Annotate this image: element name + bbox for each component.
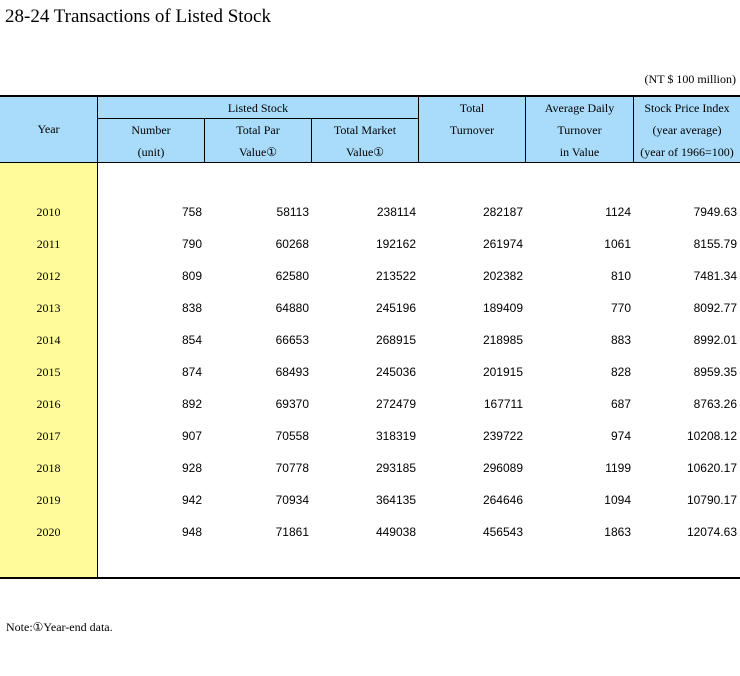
header-avg-line3: in Value (559, 145, 600, 159)
header-market-line2: Value① (345, 145, 385, 159)
row-avg-cell: 1863 (604, 525, 631, 539)
row-year-cell: 2013 (36, 301, 61, 315)
row-avg-cell: 974 (610, 429, 631, 443)
row-par-cell: 68493 (275, 365, 309, 379)
header-par-line1: Total Par (236, 123, 280, 137)
row-year-cell: 2018 (36, 461, 61, 475)
row-market-cell: 238114 (376, 205, 416, 219)
table-bottom-rule (0, 577, 740, 579)
row-avg-cell: 1061 (604, 237, 631, 251)
row-index-cell: 10790.17 (686, 493, 737, 507)
row-turnover-cell: 167711 (483, 397, 523, 411)
row-turnover-cell: 456543 (482, 525, 523, 539)
header-listed-stock: Listed Stock (227, 101, 289, 115)
row-number-cell: 874 (181, 365, 202, 379)
row-par-cell: 70778 (275, 461, 309, 475)
row-number-cell: 854 (181, 333, 202, 347)
row-year-cell: 2017 (36, 429, 61, 443)
row-year-cell: 2020 (36, 525, 61, 539)
row-turnover-cell: 218985 (482, 333, 523, 347)
row-market-cell: 272479 (375, 397, 416, 411)
row-avg-cell: 1124 (605, 205, 631, 219)
header-market-line1: Total Market (333, 123, 397, 137)
header-number-line1: Number (131, 123, 171, 137)
header-index-line1: Stock Price Index (644, 101, 730, 115)
header-turnover-line1: Total (459, 101, 485, 115)
row-par-cell: 64880 (275, 301, 309, 315)
header-number-line2: (unit) (137, 145, 165, 159)
row-year-cell: 2011 (36, 237, 61, 251)
row-number-cell: 809 (181, 269, 202, 283)
year-column-rule (97, 97, 98, 578)
row-index-cell: 8763.26 (693, 397, 737, 411)
row-number-cell: 892 (181, 397, 202, 411)
header-avg-line2: Turnover (557, 123, 602, 137)
row-number-cell: 838 (181, 301, 202, 315)
row-avg-cell: 1199 (605, 461, 631, 475)
row-avg-cell: 770 (610, 301, 631, 315)
row-avg-cell: 828 (610, 365, 631, 379)
row-number-cell: 948 (181, 525, 202, 539)
row-index-cell: 8959.35 (693, 365, 737, 379)
row-market-cell: 213522 (375, 269, 416, 283)
footnote: Note:①Year-end data. (6, 620, 113, 634)
header-avg-line1: Average Daily (544, 101, 615, 115)
row-number-cell: 942 (181, 493, 202, 507)
row-avg-cell: 810 (610, 269, 631, 283)
row-index-cell: 10208.12 (686, 429, 737, 443)
row-number-cell: 928 (181, 461, 202, 475)
row-turnover-cell: 189409 (482, 301, 523, 315)
row-avg-cell: 883 (610, 333, 631, 347)
row-index-cell: 10620.17 (686, 461, 737, 475)
row-year-cell: 2012 (36, 269, 61, 283)
row-par-cell: 66653 (275, 333, 309, 347)
row-turnover-cell: 261974 (482, 237, 523, 251)
header-par-line2: Value① (238, 145, 278, 159)
header-year: Year (37, 122, 60, 136)
row-par-cell: 71861 (275, 525, 309, 539)
row-market-cell: 245036 (375, 365, 416, 379)
row-par-cell: 58113 (276, 205, 309, 219)
row-index-cell: 8155.79 (693, 237, 737, 251)
row-index-cell: 12074.63 (686, 525, 737, 539)
row-year-cell: 2015 (36, 365, 61, 379)
header-index-line2: (year average) (652, 123, 722, 137)
header-index-line3: (year of 1966=100) (640, 145, 734, 159)
row-index-cell: 7481.34 (693, 269, 737, 283)
row-turnover-cell: 239722 (482, 429, 523, 443)
row-market-cell: 192162 (375, 237, 416, 251)
row-market-cell: 293185 (375, 461, 416, 475)
row-market-cell: 245196 (375, 301, 416, 315)
row-avg-cell: 687 (610, 397, 631, 411)
row-par-cell: 69370 (275, 397, 309, 411)
row-par-cell: 70558 (275, 429, 309, 443)
row-year-cell: 2010 (36, 205, 61, 219)
row-year-cell: 2016 (36, 397, 61, 411)
row-year-cell: 2014 (36, 333, 61, 347)
row-turnover-cell: 201915 (482, 365, 523, 379)
row-market-cell: 449038 (375, 525, 416, 539)
row-avg-cell: 1094 (604, 493, 631, 507)
row-par-cell: 62580 (275, 269, 309, 283)
row-year-cell: 2019 (36, 493, 61, 507)
row-turnover-cell: 202382 (482, 269, 523, 283)
page-title: 28-24 Transactions of Listed Stock (5, 6, 271, 27)
row-turnover-cell: 296089 (482, 461, 523, 475)
row-market-cell: 268915 (375, 333, 416, 347)
row-market-cell: 364135 (375, 493, 416, 507)
unit-note: (NT $ 100 million) (644, 72, 736, 86)
row-turnover-cell: 282187 (482, 205, 523, 219)
header-turnover-line2: Turnover (449, 123, 495, 137)
row-number-cell: 758 (181, 205, 202, 219)
row-index-cell: 8992.01 (693, 333, 737, 347)
row-turnover-cell: 264646 (482, 493, 523, 507)
row-number-cell: 790 (181, 237, 202, 251)
row-par-cell: 60268 (275, 237, 309, 251)
row-market-cell: 318319 (375, 429, 416, 443)
row-number-cell: 907 (181, 429, 202, 443)
row-index-cell: 8092.77 (693, 301, 737, 315)
row-par-cell: 70934 (275, 493, 309, 507)
row-index-cell: 7949.63 (693, 205, 737, 219)
